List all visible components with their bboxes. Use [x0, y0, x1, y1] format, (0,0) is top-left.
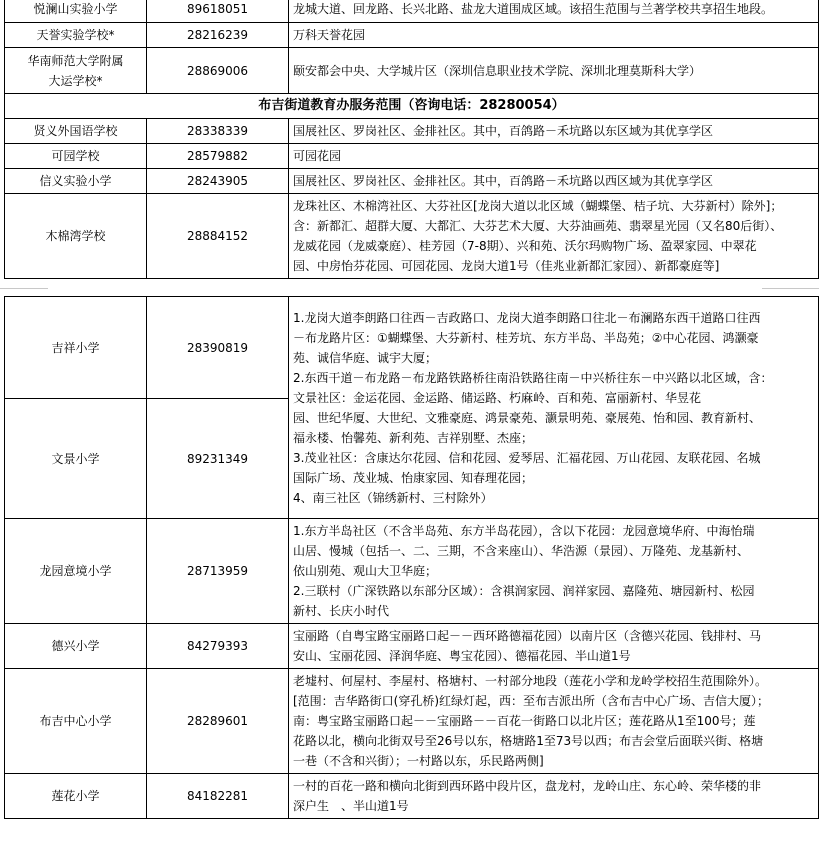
phone-number: 28216239 — [147, 23, 289, 48]
table-row — [5, 297, 819, 399]
zone-line: 国际广场、茂业城、怡康家园、知春理花园； — [293, 470, 534, 485]
zone-description — [289, 194, 819, 279]
school-name-line: 华南师范大学附属 — [27, 53, 124, 68]
phone-number: 84182281 — [147, 774, 289, 819]
zone-line: 1.龙岗大道李朗路口往西－吉政路口、龙岗大道李朗路口往北－布澜路东西干道路口往西 — [293, 310, 761, 325]
school-name: 木棉湾学校 — [5, 194, 147, 279]
school-name: 天誉实验学校* — [5, 23, 147, 48]
zone-line: 福永楼、怡馨苑、新利苑、吉祥别墅、杰座； — [293, 430, 534, 445]
zone-line: 龙威花园（龙威豪庭）、桂芳园（7-8期）、兴和苑、沃尔玛购物广场、盈翠家园、中翠花 — [293, 239, 757, 253]
school-name: 信义实验小学 — [5, 169, 147, 194]
zone-description: 国展社区、罗岗社区、金排社区。其中，百鸽路－禾坑路以东区域为其优享学区 — [289, 119, 819, 144]
table-row — [5, 144, 819, 169]
section-title: 布吉街道教育办服务范围（咨询电话：28280054） — [5, 94, 819, 119]
phone-number: 28713959 — [147, 519, 289, 624]
phone-number: 28289601 — [147, 669, 289, 774]
phone-number: 28338339 — [147, 119, 289, 144]
zone-description — [289, 297, 819, 519]
school-zone-table-top — [4, 0, 819, 279]
school-name: 布吉中心小学 — [5, 669, 147, 774]
zone-line: 4、南三社区（锦绣新村、三村除外） — [293, 490, 493, 505]
phone-number: 28869006 — [147, 48, 289, 94]
zone-line: 安山、宝丽花园、泽润华庭、粤宝花园）、德福花园、半山道1号 — [293, 649, 631, 663]
phone-number: 84279393 — [147, 624, 289, 669]
school-name: 文景小学 — [5, 399, 147, 519]
phone-number: 89618051 — [147, 0, 289, 23]
school-name-line: 大运学校* — [48, 73, 103, 88]
table-row — [5, 624, 819, 669]
school-name: 莲花小学 — [5, 774, 147, 819]
school-name — [5, 48, 147, 94]
school-zone-table-bottom — [4, 296, 819, 819]
phone-number: 89231349 — [147, 399, 289, 519]
zone-line: 2.三联村（广深铁路以东部分区域）：含祺润家园、润祥家园、嘉隆苑、塘园新村、松园 — [293, 584, 755, 598]
zone-line: 1.东方半岛社区（不含半岛苑、东方半岛花园），含以下花园：龙园意境华府、中海怡瑞 — [293, 524, 755, 538]
zone-line: 宝丽路（自粤宝路宝丽路口起－－西环路德福花园）以南片区（含德兴花园、钱排村、马 — [293, 629, 762, 643]
page-break-divider — [762, 288, 819, 289]
zone-description: 龙城大道、回龙路、长兴北路、盐龙大道围成区域。该招生范围与兰著学校共享招生地段。 — [289, 0, 819, 23]
table-row — [5, 774, 819, 819]
zone-description — [289, 624, 819, 669]
table-row — [5, 119, 819, 144]
zone-line: 龙珠社区、木棉湾社区、大芬社区[龙岗大道以北区域（蝴蝶堡、桔子坑、大芬新村）除外]； — [293, 199, 783, 213]
school-name: 龙园意境小学 — [5, 519, 147, 624]
phone-number: 28390819 — [147, 297, 289, 399]
zone-description — [289, 519, 819, 624]
school-name: 德兴小学 — [5, 624, 147, 669]
zone-line: 一巷（不含和兴街）；一村路以东，乐民路两侧] — [293, 754, 544, 768]
section-header-row — [5, 94, 819, 119]
zone-line: 含：新都汇、超群大厦、大都汇、大芬艺术大厦、大芬油画苑、翡翠星光园（又名80后街）、 — [293, 219, 783, 233]
page-break-gap — [0, 280, 819, 296]
school-name: 悦澜山实验小学 — [5, 0, 147, 23]
zone-description: 万科天誉花园 — [289, 23, 819, 48]
zone-line: 南：粤宝路宝丽路口起－－宝丽路－－百花一街路口以北片区；莲花路从1至100号；莲 — [293, 714, 756, 728]
zone-line: 花路以北，横向北街双号至26号以东，格塘路1至73号以西；布吉会堂后面联兴街、格塘 — [293, 734, 764, 748]
table-row — [5, 669, 819, 774]
zone-line: 老墟村、何屋村、李屋村、格塘村、一村部分地段（莲花小学和龙岭学校招生范围除外）。 — [293, 674, 768, 688]
zone-description: 可园花园 — [289, 144, 819, 169]
phone-number: 28243905 — [147, 169, 289, 194]
phone-number: 28579882 — [147, 144, 289, 169]
zone-line: 依山别苑、观山大卫华庭； — [293, 564, 438, 578]
table-row — [5, 23, 819, 48]
school-name: 贤义外国语学校 — [5, 119, 147, 144]
phone-number: 28884152 — [147, 194, 289, 279]
zone-line: 文景社区：金运花园、金运路、储运路、朽麻岭、百和苑、富丽新村、华昱花 — [293, 390, 702, 405]
zone-line: －布龙路片区：①蝴蝶堡、大芬新村、桂芳坑、东方半岛、半岛苑；②中心花园、鸿灏豪 — [293, 330, 759, 345]
zone-line: 深户生 、半山道1号 — [293, 799, 409, 813]
table-row — [5, 48, 819, 94]
zone-description: 颐安都会中央、大学城片区（深圳信息职业技术学院、深圳北理莫斯科大学） — [289, 48, 819, 94]
school-name: 可园学校 — [5, 144, 147, 169]
zone-line: [范围：吉华路街口(穿孔桥)红绿灯起，西：至布吉派出所（含布吉中心广场、吉信大厦）； — [293, 694, 770, 708]
table-row — [5, 0, 819, 23]
zone-line: 2.东西干道－布龙路－布龙路铁路桥往南沿铁路往南－中兴桥往东－中兴路以北区域，含： — [293, 370, 773, 385]
zone-line: 园、中房怡芬花园、可园花园、龙岗大道1号（佳兆业新都汇家园）、新都豪庭等] — [293, 259, 720, 273]
zone-description: 国展社区、罗岗社区、金排社区。其中，百鸽路－禾坑路以西区域为其优享学区 — [289, 169, 819, 194]
zone-line: 一村的百花一路和横向北街到西环路中段片区，盘龙村，龙岭山庄、东心岭、荣华楼的非 — [293, 779, 762, 793]
school-name: 吉祥小学 — [5, 297, 147, 399]
table-row — [5, 194, 819, 279]
zone-line: 苑、诚信华庭、诚宇大厦； — [293, 350, 438, 365]
page-break-divider — [0, 288, 48, 289]
zone-description — [289, 669, 819, 774]
zone-description — [289, 774, 819, 819]
zone-line: 园、世纪华厦、大世纪、文雅豪庭、鸿景豪苑、灏景明苑、豪展苑、怡和园、教育新村、 — [293, 410, 762, 425]
zone-line: 山居、慢城（包括一、二、三期，不含来座山）、华浩源（景园）、万隆苑、龙基新村、 — [293, 544, 750, 558]
zone-line: 新村、长庆小时代 — [293, 604, 390, 618]
table-row — [5, 169, 819, 194]
table-row — [5, 519, 819, 624]
zone-line: 3.茂业社区：含康达尔花园、信和花园、爱琴居、汇福花园、万山花园、友联花园、名城 — [293, 450, 761, 465]
